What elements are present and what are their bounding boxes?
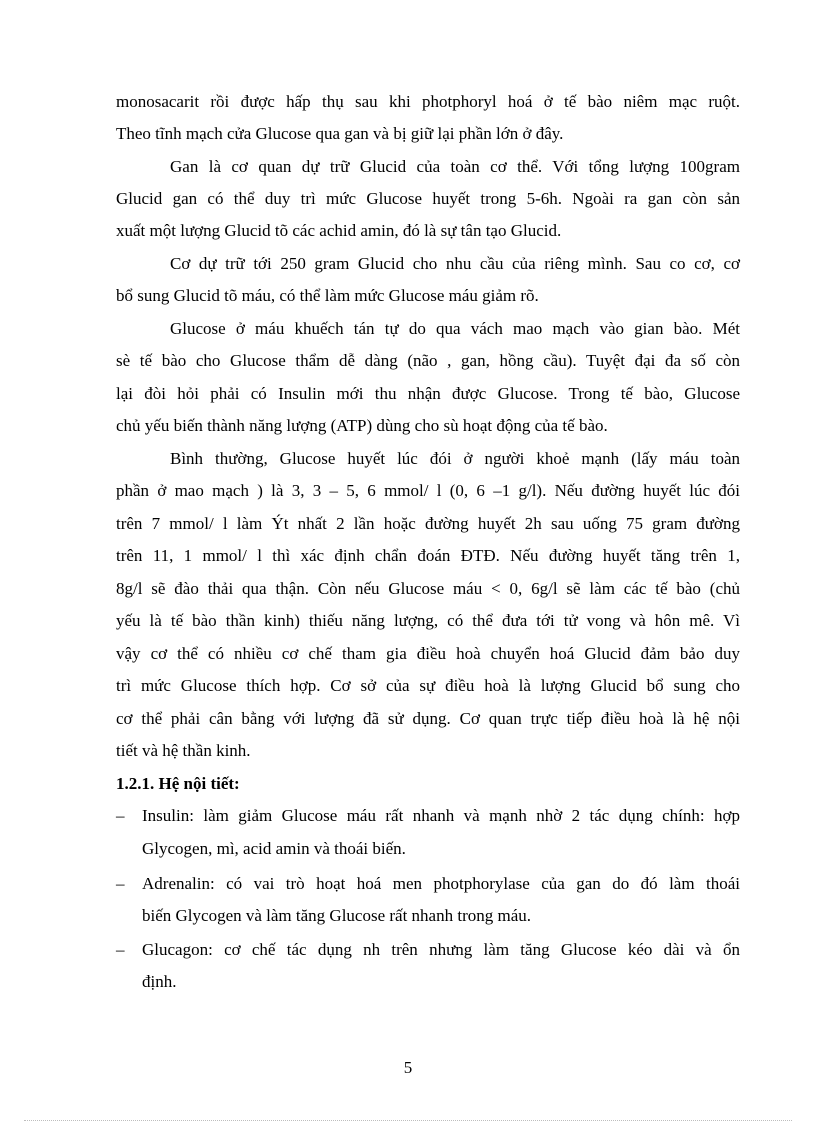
bullet-marker: – (116, 874, 125, 893)
bullet-marker: – (116, 940, 125, 959)
body-line: lại đòi hỏi phải có Insulin mới thu nhận được Glucose. Trong tế bào, Glucose (116, 384, 740, 403)
body-line: tiết và hệ thần kinh. (116, 741, 251, 760)
body-line: xuất một lượng Glucid tõ các achid amin, đó là sự tân tạo Glucid. (116, 221, 562, 240)
bullet-line: Glucagon: cơ chế tác dụng nh trên nhưng làm tăng Glucose kéo dài và ổn (142, 940, 740, 959)
bullet-line: Insulin: làm giảm Glucose máu rất nhanh và mạnh nhờ 2 tác dụng chính: hợp (142, 806, 740, 825)
bullet-marker: – (116, 806, 125, 825)
body-line: cơ thể phải cân bằng với lượng đã sử dụng. Cơ quan trực tiếp điều hoà là hệ nội (116, 709, 740, 728)
bullet-line: biến Glycogen và làm tăng Glucose rất nhanh trong máu. (142, 906, 531, 925)
body-line: Theo tĩnh mạch cửa Glucose qua gan và bị giữ lại phần lớn ở đây. (116, 124, 564, 143)
bullet-line: Adrenalin: có vai trò hoạt hoá men photphorylase của gan do đó làm thoái (142, 874, 740, 893)
bullet-line: Glycogen, mì, acid amin và thoái biến. (142, 839, 406, 858)
body-line: trì mức Glucose thích hợp. Cơ sở của sự điều hoà là lượng Glucid bổ sung cho (116, 676, 740, 695)
body-line: bổ sung Glucid tõ máu, có thể làm mức Glucose máu giảm rõ. (116, 286, 539, 305)
body-line: Bình thường, Glucose huyết lúc đói ở người khoẻ mạnh (lấy máu toàn (170, 449, 740, 468)
bullet-line: định. (142, 972, 177, 991)
page-bottom-border (24, 1120, 792, 1121)
body-line: Glucid gan có thể duy trì mức Glucose huyết trong 5-6h. Ngoài ra gan còn sản (116, 189, 740, 208)
body-line: trên 7 mmol/ l làm Ýt nhất 2 lần hoặc đường huyết 2h sau uống 75 gram đường (116, 514, 740, 533)
body-line: Cơ dự trữ tới 250 gram Glucid cho nhu cầu của riêng mình. Sau co cơ, cơ (170, 254, 740, 273)
body-line: Gan là cơ quan dự trữ Glucid của toàn cơ thể. Với tổng lượng 100gram (170, 157, 740, 176)
body-line: monosacarit rồi được hấp thụ sau khi photphoryl hoá ở tế bào niêm mạc ruột. (116, 92, 740, 111)
body-line: trên 11, 1 mmol/ l thì xác định chẩn đoán ĐTĐ. Nếu đường huyết tăng trên 1, (116, 546, 740, 565)
body-line: sè tế bào cho Glucose thẩm dễ dàng (não , gan, hồng cầu). Tuyệt đại đa số còn (116, 351, 740, 370)
body-line: yếu là tế bào thần kinh) thiếu năng lượng, có thể đưa tới tử vong và hôn mê. Vì (116, 611, 740, 630)
section-heading: 1.2.1. Hệ nội tiết: (116, 774, 240, 793)
body-line: Glucose ở máu khuếch tán tự do qua vách mao mạch vào gian bào. Mét (170, 319, 740, 338)
body-line: phần ở mao mạch ) là 3, 3 – 5, 6 mmol/ l (0, 6 –1 g/l). Nếu đường huyết lúc đói (116, 481, 740, 500)
body-line: chủ yếu biến thành năng lượng (ATP) dùng cho sù hoạt động của tế bào. (116, 416, 608, 435)
body-line: vậy cơ thể có nhiều cơ chế tham gia điều hoà chuyển hoá Glucid đảm bảo duy (116, 644, 740, 663)
page-number: 5 (403, 1058, 413, 1077)
body-line: 8g/l sẽ đào thải qua thận. Còn nếu Glucose máu < 0, 6g/l sẽ làm các tế bào (chủ (116, 579, 740, 598)
